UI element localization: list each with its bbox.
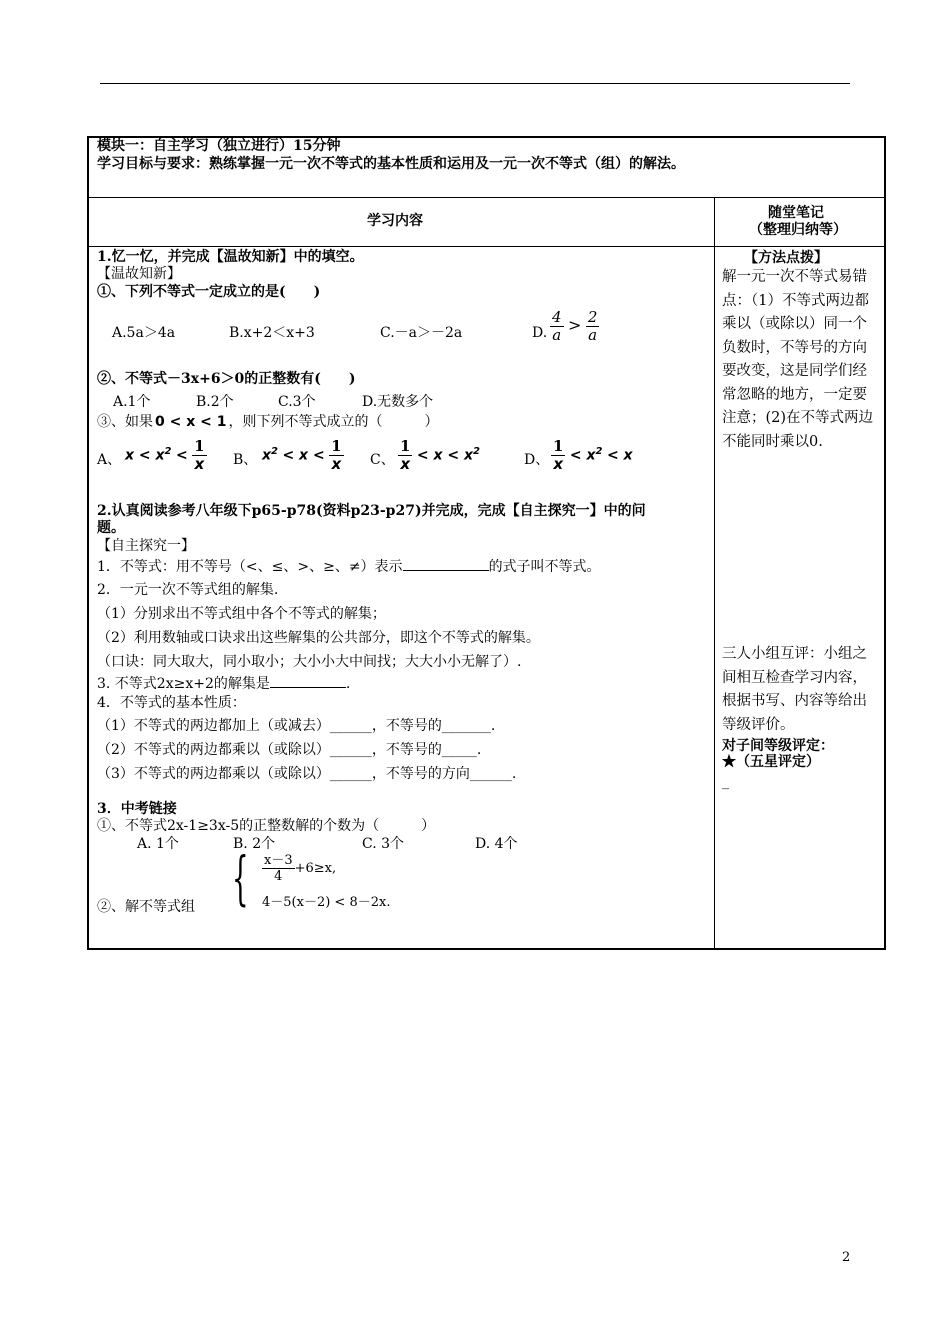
option-d-label: D. [532,325,548,341]
property-1: （1）不等式的两边都加上（或减去）______，不等号的_______. [97,718,496,734]
column-divider [714,197,715,948]
fraction: $\frac{1}{x}$ [553,437,564,473]
item-inequality-definition: 1．不等式：用不等号（<、≤、>、≥、≠）表示 的式子叫不等式。 [97,559,601,575]
rating-title: 对子间等级评定： [722,738,834,754]
fraction: $\frac{1}{x}$ [194,437,205,473]
fraction: $\frac{x-3}{4}$ [264,853,293,884]
rating-blank: _ [722,774,729,790]
section3-title: 3．中考链接 [97,801,177,817]
section1-title: 1.忆一忆，并完成【温故知新】中的填空。 [97,249,364,265]
content-column-header: 学习内容 [367,213,423,229]
option-c: C.－a＞－2a [380,325,463,341]
property-3: （3）不等式的两边都乘以（或除以）______，不等号的方向______. [97,766,517,782]
section2-title-cont: 题。 [97,520,125,536]
option-c-expression: $\frac{1}{x}$ < $x < x^2$ [400,437,481,473]
item-system-solution: 2．一元一次不等式组的解集. [97,582,279,598]
notes-column-header: 随堂笔记 [768,205,824,221]
option-b: B.x+2＜x+3 [229,325,315,341]
question-3: ③、如果 0 < x < 1 ，则下列不等式成立的（ ） [97,414,439,430]
option-c-label: C、 [370,452,395,468]
option-d-expression: $\frac{4}{a}$ > $\frac{2}{a}$ [552,308,598,344]
fraction: $\frac{1}{x}$ [331,437,342,473]
item-step-1: （1）分别求出不等式组中各个不等式的解集； [97,606,386,622]
section2-tag: 【自主探究一】 [97,538,195,554]
exam-question-1: ①、不等式2x-1≥3x-5的正整数解的个数为（ ） [97,818,436,834]
fraction: $\frac{4}{a}$ [552,308,562,344]
section2-title: 2.认真阅读参考八年级下p65-p78(资料p23-p27)并完成，完成【自主探究一】中的问 [97,503,646,519]
option-b: B. 2个 [233,836,276,852]
option-a: A.5a＞4a [112,325,176,341]
option-d: D.无数多个 [362,394,434,410]
option-a: A. 1个 [137,836,179,852]
option-b-label: B、 [233,452,258,468]
property-2: （2）不等式的两边都乘以（或除以）______，不等号的_____. [97,742,482,758]
tip-text: 解一元一次不等式易错点：（1）不等式两边都乘以（或除以）同一个负数时，不等号的方向要改变，这是同学们经常忽略的地方，一定要注意；(2)在不等式两边不能同时乘以0. [722,269,874,450]
page-number: 2 [842,1250,851,1265]
question-2: ②、不等式－3x+6＞0的正整数有( ) [97,371,356,387]
rating-star: ★（五星评定） [722,754,820,770]
exam-question-2: ②、解不等式组 [97,899,195,915]
question-1: ①、下列不等式一定成立的是( ) [97,284,321,300]
option-d-expression: $\frac{1}{x}$ < $x^2 < x$ [553,437,633,473]
option-b: B.2个 [196,394,234,410]
notes-column-subheader: （整理归纳等） [749,222,847,238]
item-solution-set: 3. 不等式2x≥x+2的解集是 . [97,676,351,692]
option-a-label: A、 [97,452,122,468]
module-title: 模块一：自主学习（独立进行）15分钟 [97,138,341,154]
fraction: $\frac{2}{a}$ [587,308,598,344]
system-line-1: $\frac{x-3}{4}$ +6≥x, [264,853,337,884]
review-text: 三人小组互评：小组之间相互检查学习内容，根据书写、内容等给出等级评价。 [722,646,867,733]
option-a: A.1个 [113,394,151,410]
item-properties: 4．不等式的基本性质： [97,695,246,711]
learning-goal: 学习目标与要求：熟练掌握一元一次不等式的基本性质和运用及一元一次不等式（组）的解法。 [97,156,685,172]
option-b-expression: $x^2 < x$ < $\frac{1}{x}$ [262,437,342,473]
option-c: C.3个 [278,394,316,410]
system-line-2: 4－5(x－2) < 8－2x. [262,895,391,910]
item-mnemonic: （口诀：同大取大，同小取小；大小小大中间找；大大小小无解了）. [97,654,522,670]
option-d-label: D、 [524,452,550,468]
item-step-2: （2）利用数轴或口诀求出这些解集的公共部分，即这个不等式的解集。 [97,630,540,646]
answer-blank[interactable] [270,675,346,688]
answer-blank[interactable] [403,558,489,571]
tip-title: 【方法点拨】 [744,250,828,266]
fraction: $\frac{1}{x}$ [400,437,411,473]
table-divider [89,197,884,198]
option-c: C. 3个 [362,836,405,852]
option-a-expression: $x < x^2$ < $\frac{1}{x}$ [125,437,205,473]
section1-tag: 【温故知新】 [97,266,181,282]
header-rule [100,83,850,84]
option-d: D. 4个 [475,836,518,852]
table-divider [89,246,884,247]
system-brace: { [232,844,249,912]
